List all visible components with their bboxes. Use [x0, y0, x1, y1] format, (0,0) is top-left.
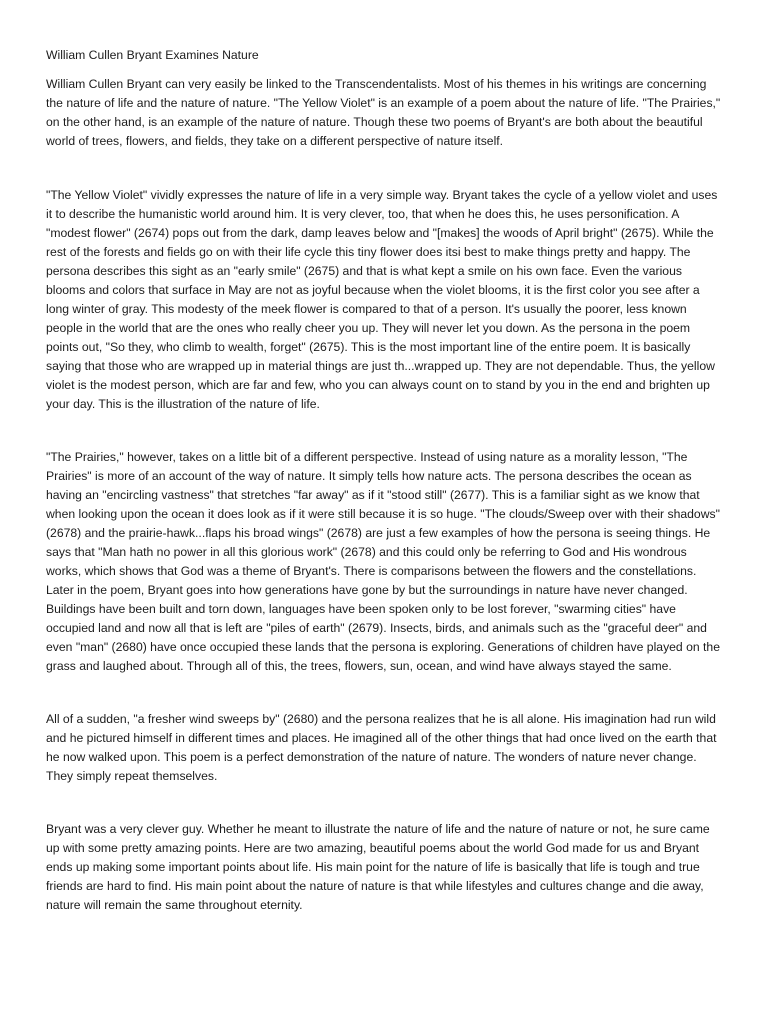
paragraph-prairies: "The Prairies," however, takes on a little bit of a different perspective. Instead of using nature as a morality lesson, "The Prairies" is more of an account of the way of nature. It simply tells how nature acts. The persona describes the ocean as having an "encircling vastness" that stretches "far away" as if it "stood still" (2677). This is a familiar sight as we know that when looking upon the ocean it does look as if it were still because it is so huge. "The clouds/Sweep over with their shadows" (2678) and the prairie-hawk...flaps his broad wings" (2678) are just a few examples of how the persona is seeing things. He says that "Man hath no power in all this glorious work" (2678) and this could only be referring to God and His wondrous works, which shows that God was a theme of Bryant's. There is comparisons between the flowers and the constellations. Later in the poem, Bryant goes into how generations have gone by but the surroundings in nature have never changed. Buildings have been built and torn down, languages have been spoken only to be lost forever, "swarming cities" have occupied land and now all that is left are "piles of earth" (2679). Insects, birds, and animals such as the "graceful deer" and even "man" (2680) have once occupied these lands that the persona is exploring. Generations of children have played on the grass and laughed about. Through all of this, the trees, flowers, sun, ocean, and wind have always stayed the same.: [46, 450, 720, 673]
paragraph-fresher-wind: All of a sudden, "a fresher wind sweeps by" (2680) and the persona realizes that he is all alone. His imagination had run wild and he pictured himself in different times and places. He imagined all of the other things that had once lived on the earth that he now walked upon. This poem is a perfect demonstration of the nature of nature. The wonders of nature never change. They simply repeat themselves.: [46, 712, 717, 783]
paragraph-yellow-violet: "The Yellow Violet" vividly expresses the nature of life in a very simple way. Bryant takes the cycle of a yellow violet and uses it to describe the humanistic world around him. It is very clever, too, that when he does this, he uses personification. A "modest flower" (2674) pops out from the dark, damp leaves below and "[makes] the woods of April bright" (2675). While the rest of the forests and fields go on with their life cycle this tiny flower does itsi best to make things pretty and happy. The persona describes this sight as an "early smile" (2675) and that is what kept a smile on his own face. Even the various blooms and colors that surface in May are not as joyful because when the violet blooms, it is the first color you see after a long winter of gray. This modesty of the meek flower is compared to that of a person. It's usually the poorer, less known people in the world that are the ones who really cheer you up. They will never let you down. As the persona in the poem points out, "So they, who climb to wealth, forget" (2675). This is the most important line of the entire poem. It is basically saying that those who are wrapped up in material things are just th...wrapped up. They are not dependable. Thus, the yellow violet is the modest person, which are far and few, who you can always count on to stand by you in the end and brighten up your day. This is the illustration of the nature of life.: [46, 188, 718, 411]
paragraph-intro: William Cullen Bryant can very easily be linked to the Transcendentalists. Most of his themes in his writings are concerning the nature of life and the nature of nature. "The Yellow Violet" is an example of a poem about the nature of life. "The Prairies," on the other hand, is an example of the nature of nature. Though these two poems of Bryant's are both about the beautiful world of trees, flowers, and fields, they take on a different perspective of nature itself.: [46, 77, 721, 148]
document-title: William Cullen Bryant Examines Nature: [46, 48, 259, 62]
document-page: [46, 46, 722, 915]
paragraph-conclusion: Bryant was a very clever guy. Whether he meant to illustrate the nature of life and the nature of nature or not, he sure came up with some pretty amazing points. Here are two amazing, beautiful poems about the world God made for us and Bryant ends up making some important points about life. His main point for the nature of life is basically that life is tough and true friends are hard to find. His main point about the nature of nature is that while lifestyles and cultures change and die away, nature will remain the same throughout eternity.: [46, 822, 710, 912]
